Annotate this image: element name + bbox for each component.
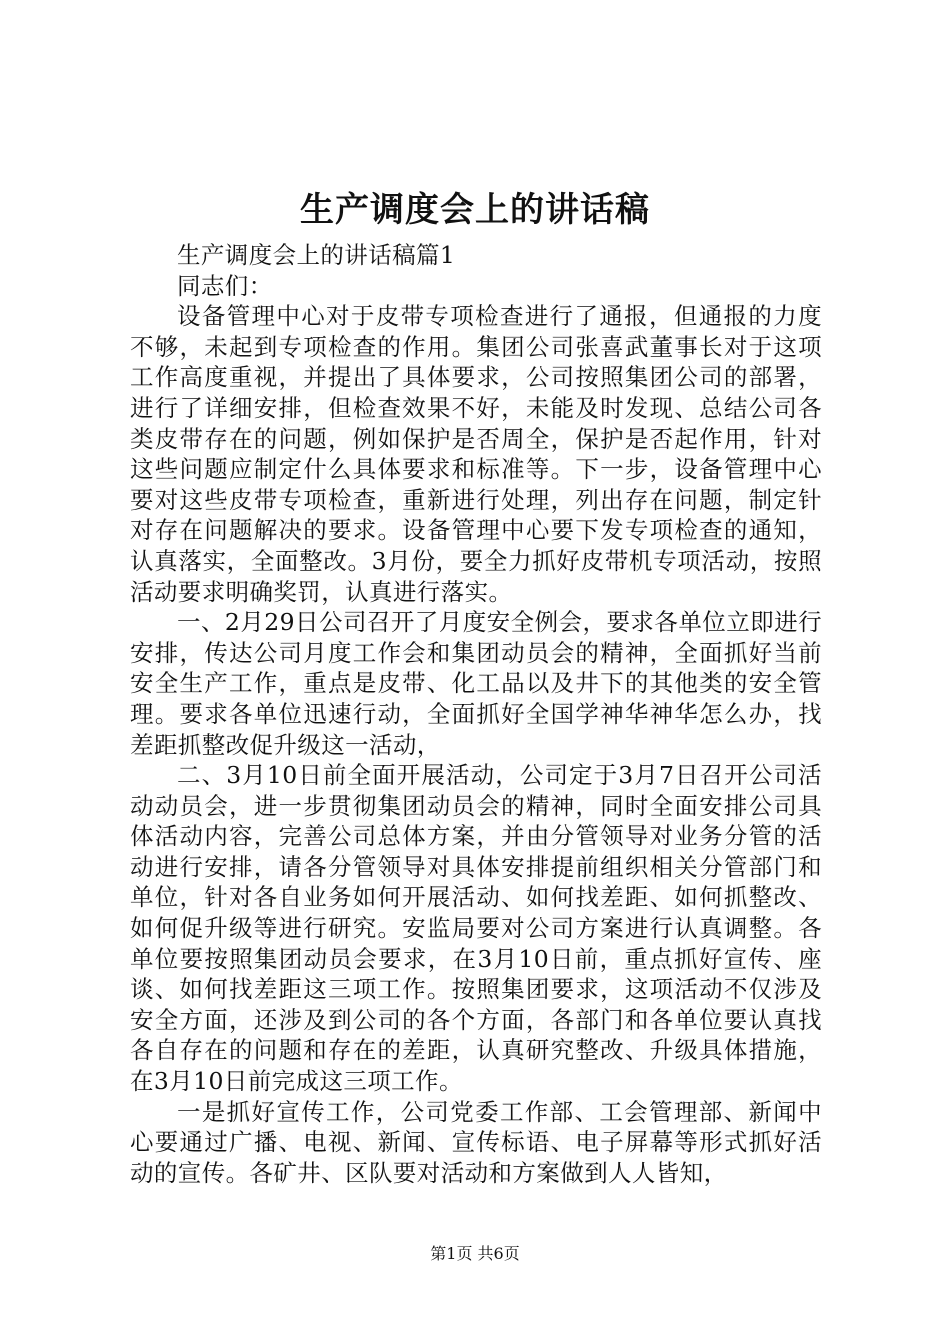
paragraph-equipment-inspection: 设备管理中心对于皮带专项检查进行了通报，但通报的力度不够，未起到专项检查的作用。集团公司张喜武董事长对于这项工作高度重视，并提出了具体要求，公司按照集团公司的部署，进行了详细安排，但检查效果不好，未能及时发现、总结公司各类皮带存在的问题，例如保护是否周全，保护是否起作用，针对这些问题应制定什么具体要求和标准等。下一步，设备管理中心要对这些皮带专项检查，重新进行处理，列出存在问题，制定针对存在问题解决的要求。设备管理中心要下发专项检查的通知，认真落实，全面整改。3月份，要全力抓好皮带机专项活动，按照活动要求明确奖罚，认真进行落实。 (130, 302, 822, 606)
paragraph-heading: 生产调度会上的讲话稿篇1 (177, 241, 456, 269)
paragraph-item-one: 一、2月29日公司召开了月度安全例会，要求各单位立即进行安排，传达公司月度工作会和集团动员会的精神，全面抓好当前安全生产工作，重点是皮带、化工品以及井下的其他类的安全管理。要求各单位迅速行动，全面抓好全国学神华神华怎么办，找差距抓整改促升级这一活动， (130, 608, 822, 759)
page-number-footer: 第1页 共6页 (430, 1244, 520, 1263)
paragraph-salutation: 同志们： (177, 271, 273, 300)
document-body (130, 240, 822, 1188)
paragraph-publicity: 一是抓好宣传工作，公司党委工作部、工会管理部、新闻中心要通过广播、电视、新闻、宣传标语、电子屏幕等形式抓好活动的宣传。各矿井、区队要对活动和方案做到人人皆知， (130, 1097, 822, 1187)
document-title: 生产调度会上的讲话稿 (300, 190, 650, 230)
paragraph-item-two: 二、3月10日前全面开展活动，公司定于3月7日召开公司活动动员会，进一步贯彻集团动员会的精神，同时全面安排公司具体活动内容，完善公司总体方案，并由分管领导对业务分管的活动进行安排，请各分管领导对具体安排提前组织相关分管部门和单位，针对各自业务如何开展活动、如何找差距、如何抓整改、如何促升级等进行研究。安监局要对公司方案进行认真调整。各单位要按照集团动员会要求，在3月10日前，重点抓好宣传、座谈、如何找差距这三项工作。按照集团要求，这项活动不仅涉及安全方面，还涉及到公司的各个方面，各部门和各单位要认真找各自存在的问题和存在的差距，认真研究整改、升级具体措施，在3月10日前完成这三项工作。 (130, 761, 822, 1096)
